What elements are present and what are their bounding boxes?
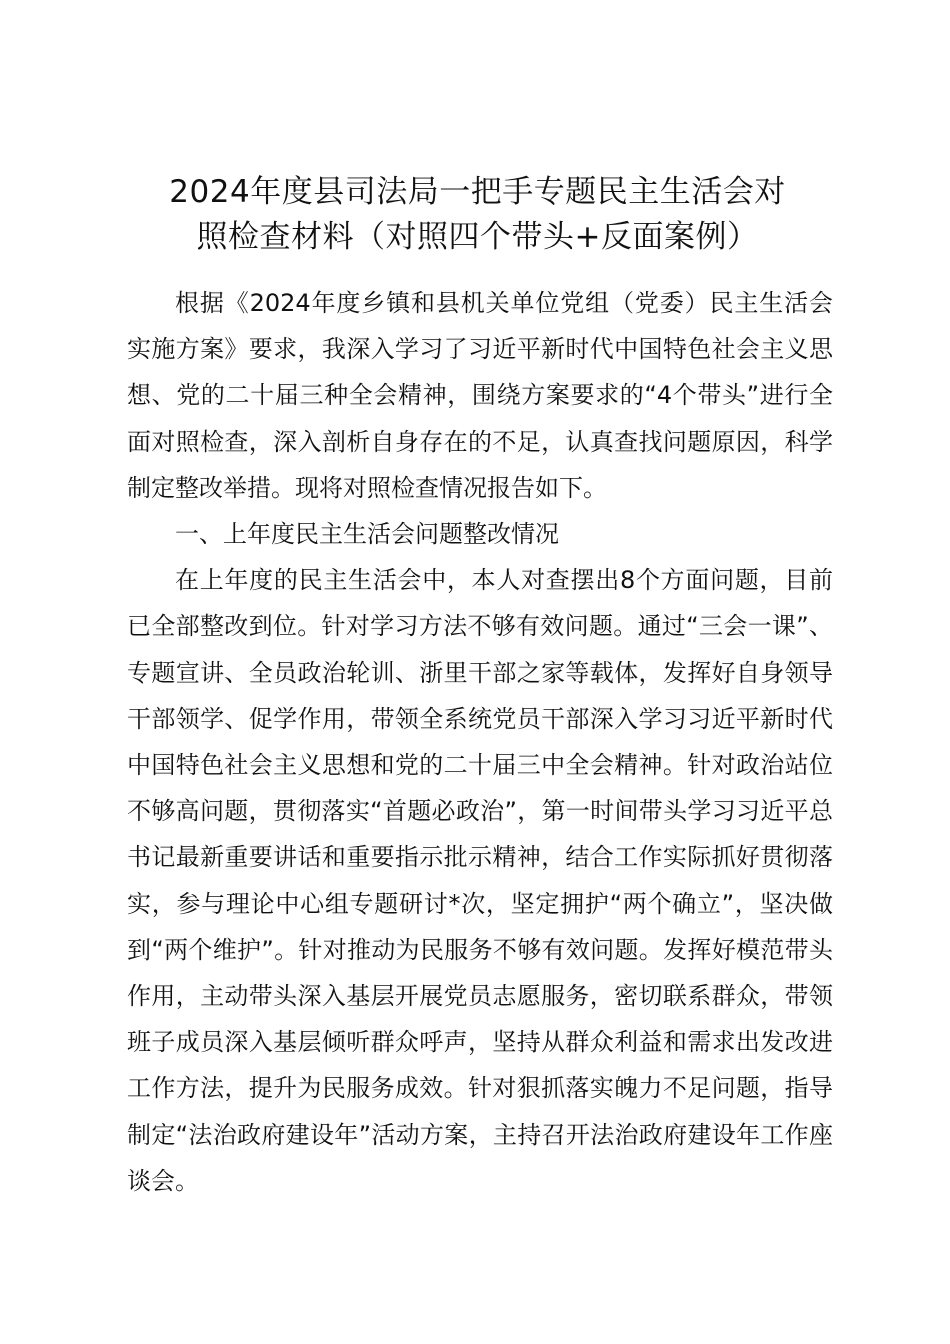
document-body xyxy=(127,280,833,1204)
intro-paragraph: 根据《2024年度乡镇和县机关单位党组（党委）民主生活会实施方案》要求，我深入学习了习近平新时代中国特色社会主义思想、党的二十届三种全会精神，围绕方案要求的“4个带头”进行全面对照检查，深入剖析自身存在的不足，认真查找问题原因，科学制定整改举措。现将对照检查情况报告如下。 xyxy=(127,289,833,502)
title-line-2: 照检查材料（对照四个带头+反面案例） xyxy=(196,219,759,255)
section-heading: 一、上年度民主生活会问题整改情况 xyxy=(175,520,559,549)
section-paragraph: 在上年度的民主生活会中，本人对查摆出8个方面问题，目前已全部整改到位。针对学习方法不够有效问题。通过“三会一课”、专题宣讲、全员政治轮训、浙里干部之家等载体，发挥好自身领导干部领学、促学作用，带领全系统党员干部深入学习习近平新时代中国特色社会主义思想和党的二十届三中全会精神。针对政治站位不够高问题，贯彻落实“首题必政治”，第一时间带头学习习近平总书记最新重要讲话和重要指示批示精神，结合工作实际抓好贯彻落实，参与理论中心组专题研讨*次，坚定拥护“两个确立”，坚决做到“两个维护”。针对推动为民服务不够有效问题。发挥好模范带头作用，主动带头深入基层开展党员志愿服务，密切联系群众，带领班子成员深入基层倾听群众呼声，坚持从群众利益和需求出发改进工作方法，提升为民服务成效。针对狠抓落实魄力不足问题，指导制定“法治政府建设年”活动方案，主持召开法治政府建设年工作座谈会。 xyxy=(127,566,833,1195)
document-title xyxy=(120,170,835,260)
title-line-1: 2024年度县司法局一把手专题民主生活会对 xyxy=(169,174,786,210)
